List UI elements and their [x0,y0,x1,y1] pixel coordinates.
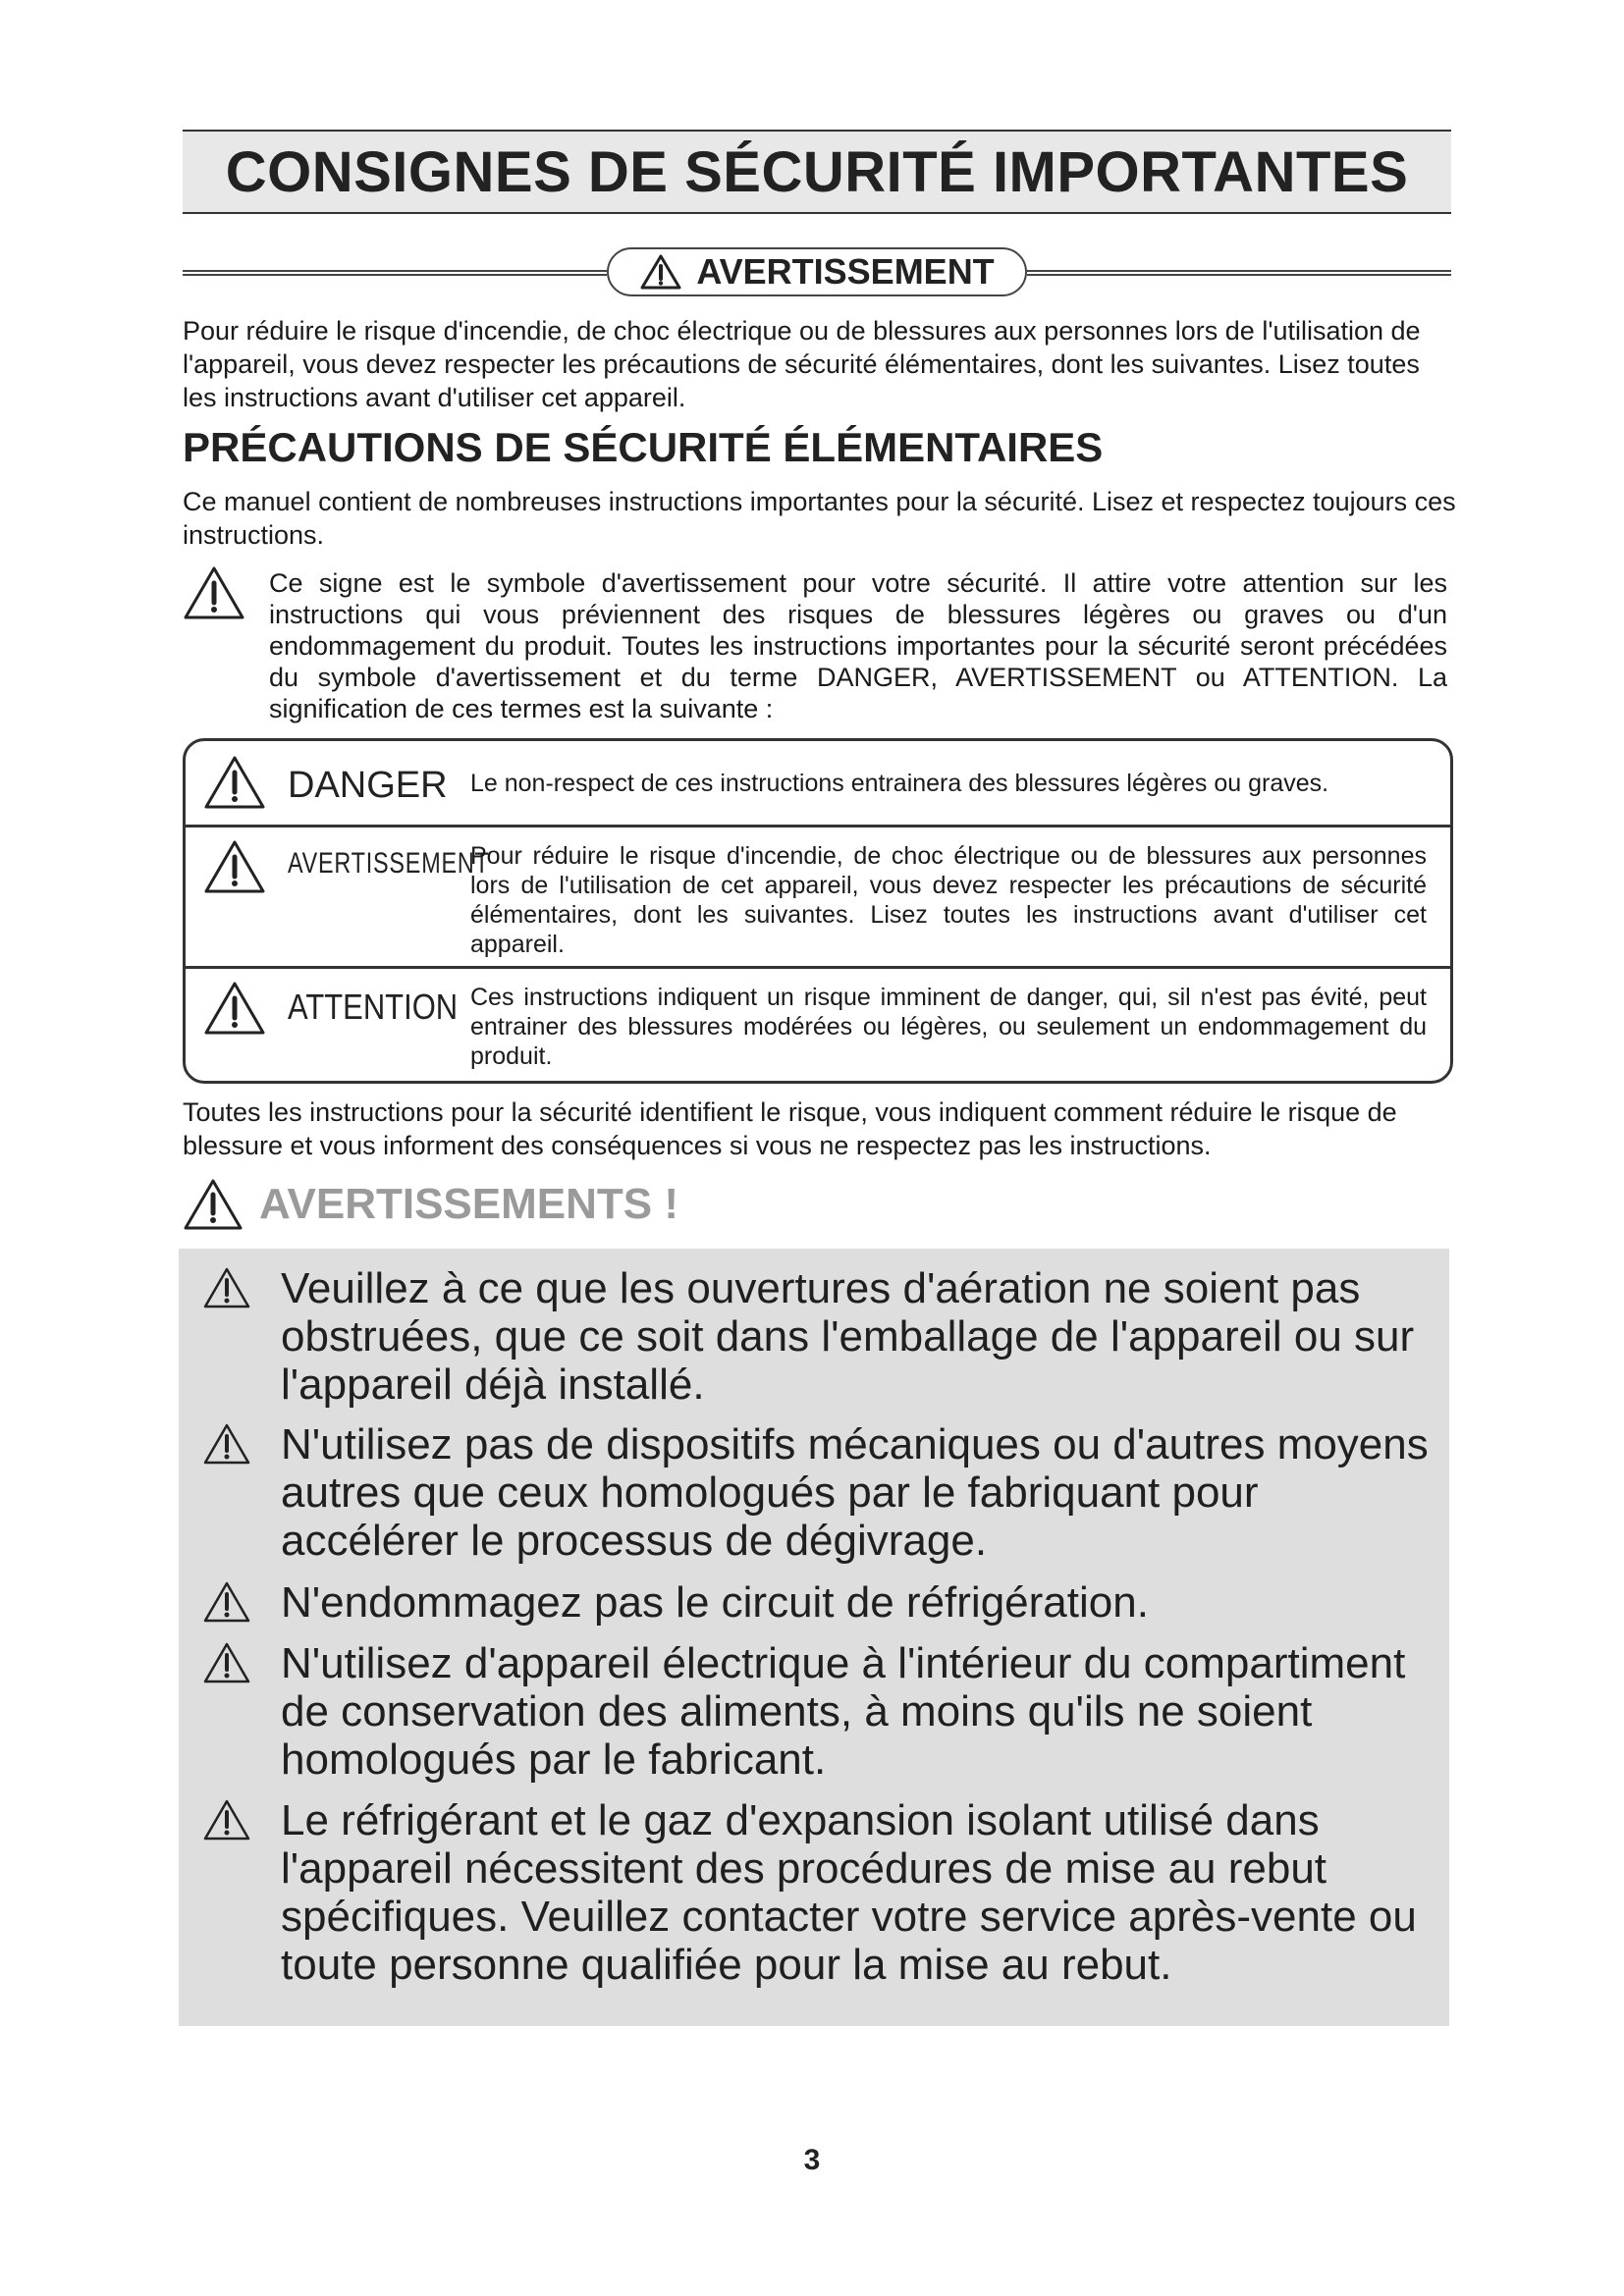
definition-row-danger [186,741,1450,828]
warning-triangle-icon [202,1580,251,1624]
definition-text: Le non-respect de ces instructions entrainera des blessures légères ou graves. [470,770,1329,797]
warning-triangle-icon [202,1798,251,1842]
definition-row-avertissement [186,828,1450,969]
warning-triangle-icon [203,839,266,894]
definition-term: DANGER [288,765,448,806]
definition-text: Pour réduire le risque d'incendie, de choc électrique ou de blessures aux personnes lors de l'utilisation de cet appareil, vous devez respecter les précautions de sécurité élémentaires, dont les suivantes. Lisez toutes les instructions avant d'utiliser cet appareil. [470,842,1427,958]
warning-banner-label: AVERTISSEMENT [696,251,995,292]
divider-right [1027,270,1451,276]
warning-text: Le réfrigérant et le gaz d'expansion isolant utilisé dans l'appareil nécessitent des procédures de mise au rebut spécifiques. Veuillez contacter votre service après-vente ou toute personne qualifiée pour la mise au rebut. [281,1796,1417,1989]
definition-term: ATTENTION [288,987,459,1027]
page-title: CONSIGNES DE SÉCURITÉ IMPORTANTES [183,130,1451,214]
warning-text: N'utilisez pas de dispositifs mécaniques ou d'autres moyens autres que ceux homologués par le fabriquant pour accélérer le processus de dégivrage. [281,1420,1429,1565]
warning-pill [607,247,1027,296]
warnings-list [179,1249,1449,2026]
warning-banner [183,247,1451,298]
warnings-heading-label: AVERTISSEMENTS ! [259,1180,679,1228]
warning-triangle-icon [202,1266,251,1309]
warning-text: N'utilisez d'appareil électrique à l'intérieur du compartiment de conservation des aliments, à moins qu'ils ne soient homologués par le fabricant. [281,1639,1406,1784]
page-number: 3 [803,2144,821,2176]
warning-triangle-icon [183,565,245,620]
section-intro: Ce manuel contient de nombreuses instructions importantes pour la sécurité. Lisez et respectez toujours ces instructions. [183,487,1456,550]
warning-triangle-icon [202,1641,251,1684]
closing-note: Toutes les instructions pour la sécurité identifient le risque, vous indiquent comment réduire le risque de blessure et vous informent des conséquences si vous ne respectez pas les instructions. [183,1097,1397,1160]
warning-text: N'endommagez pas le circuit de réfrigération. [281,1578,1149,1627]
divider-left [183,270,607,276]
section-heading: PRÉCAUTIONS DE SÉCURITÉ ÉLÉMENTAIRES [183,424,1104,470]
warning-triangle-icon [203,981,266,1036]
warning-triangle-icon [639,253,682,291]
definition-row-attention [186,969,1450,1081]
definition-term: AVERTISSEMENT [288,847,490,880]
intro-paragraph: Pour réduire le risque d'incendie, de choc électrique ou de blessures aux personnes lors de l'utilisation de l'appareil, vous devez respecter les précautions de sécurité élémentaires, dont les suivantes. Lisez toutes les instructions avant d'utiliser cet appareil. [183,316,1421,412]
definition-text: Ces instructions indiquent un risque imminent de danger, qui, sil n'est pas évité, peut entrainer des blessures modérées ou légères, ou seulement un endommagement du produit. [470,984,1427,1070]
warning-text: Veuillez à ce que les ouvertures d'aération ne soient pas obstruées, que ce soit dans l'emballage de l'appareil ou sur l'appareil déjà installé. [281,1264,1415,1409]
definitions-table [183,738,1453,1084]
warning-triangle-icon [203,755,266,810]
symbol-note-text: Ce signe est le symbole d'avertissement pour votre sécurité. Il attire votre attention sur les instructions qui vous préviennent des risques de blessures légères ou graves ou d'un endommagement du produit. Toutes les instructions importantes pour la sécurité seront précédées du symbole d'avertissement et du terme DANGER, AVERTISSEMENT ou ATTENTION. La signification de ces termes est la suivante : [269,568,1447,723]
warnings-heading [183,1178,678,1231]
warning-triangle-icon [183,1178,244,1231]
warning-triangle-icon [202,1422,251,1466]
